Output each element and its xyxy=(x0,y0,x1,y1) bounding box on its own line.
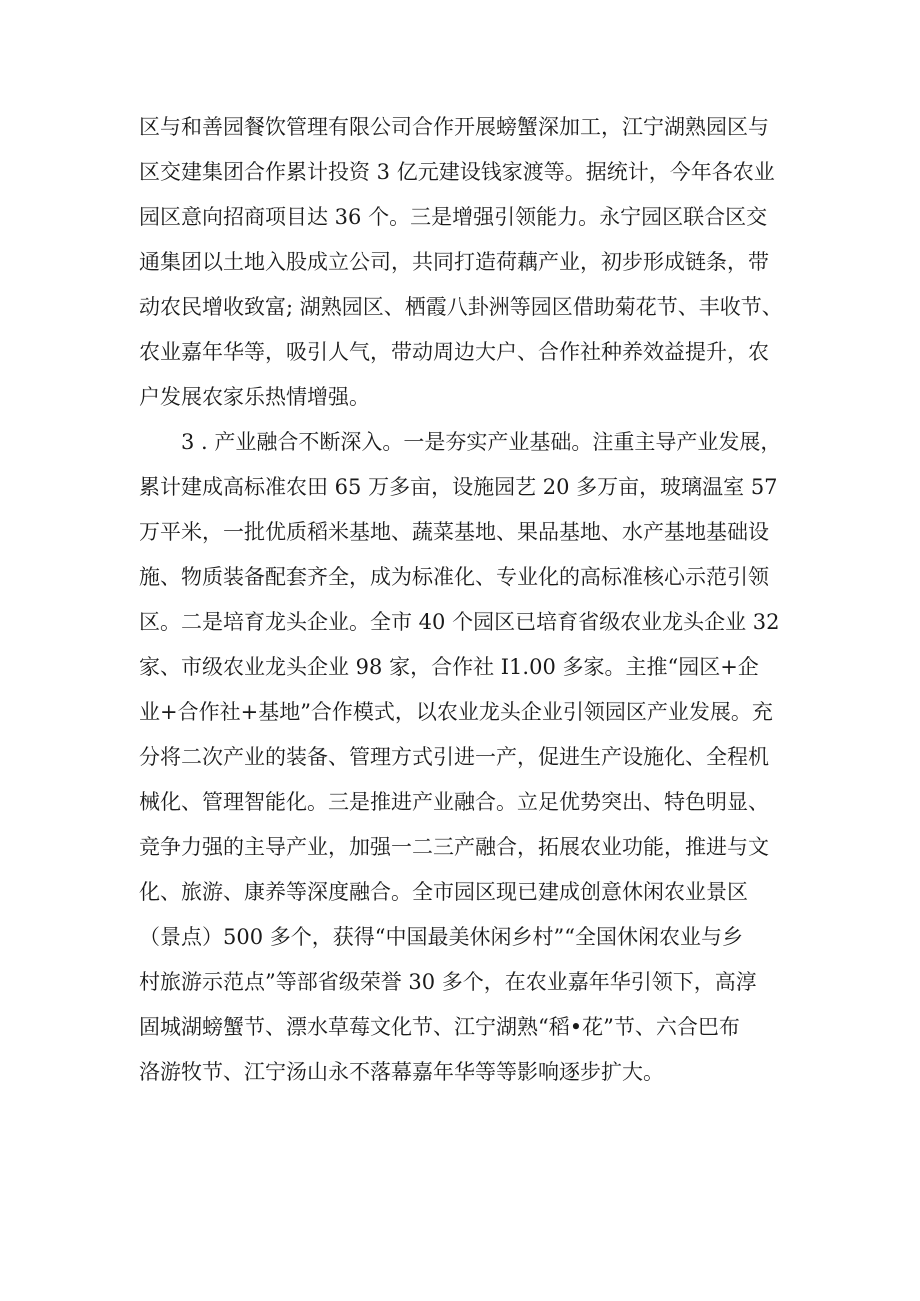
paragraph-line: 化、旅游、康养等深度融合。全市园区现已建成创意休闲农业景区 xyxy=(139,880,748,904)
paragraph-line: 万平米，一批优质稻米基地、蔬菜基地、果品基地、水产基地基础设 xyxy=(139,520,769,544)
paragraph-line: 分将二次产业的装备、管理方式引进一产，促进生产设施化、全程机 xyxy=(139,745,769,769)
paragraph-line: 区与和善园餐饮管理有限公司合作开展螃蟹深加工，江宁湖熟园区与 xyxy=(139,115,769,139)
paragraph-line: 家、市级农业龙头企业 98 家，合作社 I1.00 多家。主推“园区+企 xyxy=(139,655,759,679)
paragraph-line: 户发展农家乐热情增强。 xyxy=(139,385,370,409)
paragraph-line: 区交建集团合作累计投资 3 亿元建设钱家渡等。据统计，今年各农业 xyxy=(139,160,775,184)
paragraph-line: 械化、管理智能化。三是推进产业融合。立足优势突出、特色明显、 xyxy=(139,790,769,814)
paragraph-line: 固城湖螃蟹节、漂水草莓文化节、江宁湖熟“稻•花”节、六合巴布 xyxy=(139,1015,740,1039)
paragraph-line: 3 . 产业融合不断深入。一是夯实产业基础。注重主导产业发展， xyxy=(181,430,782,454)
paragraph-line: 动农民增收致富; 湖熟园区、栖霞八卦洲等园区借助菊花节、丰收节、 xyxy=(139,295,783,319)
paragraph-line: 洛游牧节、江宁汤山永不落幕嘉年华等等影响逐步扩大。 xyxy=(139,1060,664,1084)
paragraph-line: 累计建成高标准农田 65 万多亩，设施园艺 20 多万亩，玻璃温室 57 xyxy=(139,475,778,499)
paragraph-line: 竞争力强的主导产业，加强一二三产融合，拓展农业功能，推进与文 xyxy=(139,835,769,859)
paragraph-line: （景点）500 多个，获得“中国最美休闲乡村”“全国休闲农业与乡 xyxy=(139,925,743,949)
paragraph-line: 业+合作社+基地”合作模式，以农业龙头企业引领园区产业发展。充 xyxy=(139,700,773,724)
paragraph-line: 区。二是培育龙头企业。全市 40 个园区已培育省级农业龙头企业 32 xyxy=(139,610,780,634)
paragraph-line: 通集团以土地入股成立公司，共同打造荷藕产业，初步形成链条，带 xyxy=(139,250,769,274)
paragraph-line: 园区意向招商项目达 36 个。三是增强引领能力。永宁园区联合区交 xyxy=(139,205,768,229)
paragraph-line: 农业嘉年华等，吸引人气，带动周边大户、合作社种养效益提升，农 xyxy=(139,340,769,364)
paragraph-line: 村旅游示范点”等部省级荣誉 30 多个，在农业嘉年华引领下，高淳 xyxy=(139,970,757,994)
paragraph-line: 施、物质装备配套齐全，成为标准化、专业化的高标准核心示范引领 xyxy=(139,565,769,589)
